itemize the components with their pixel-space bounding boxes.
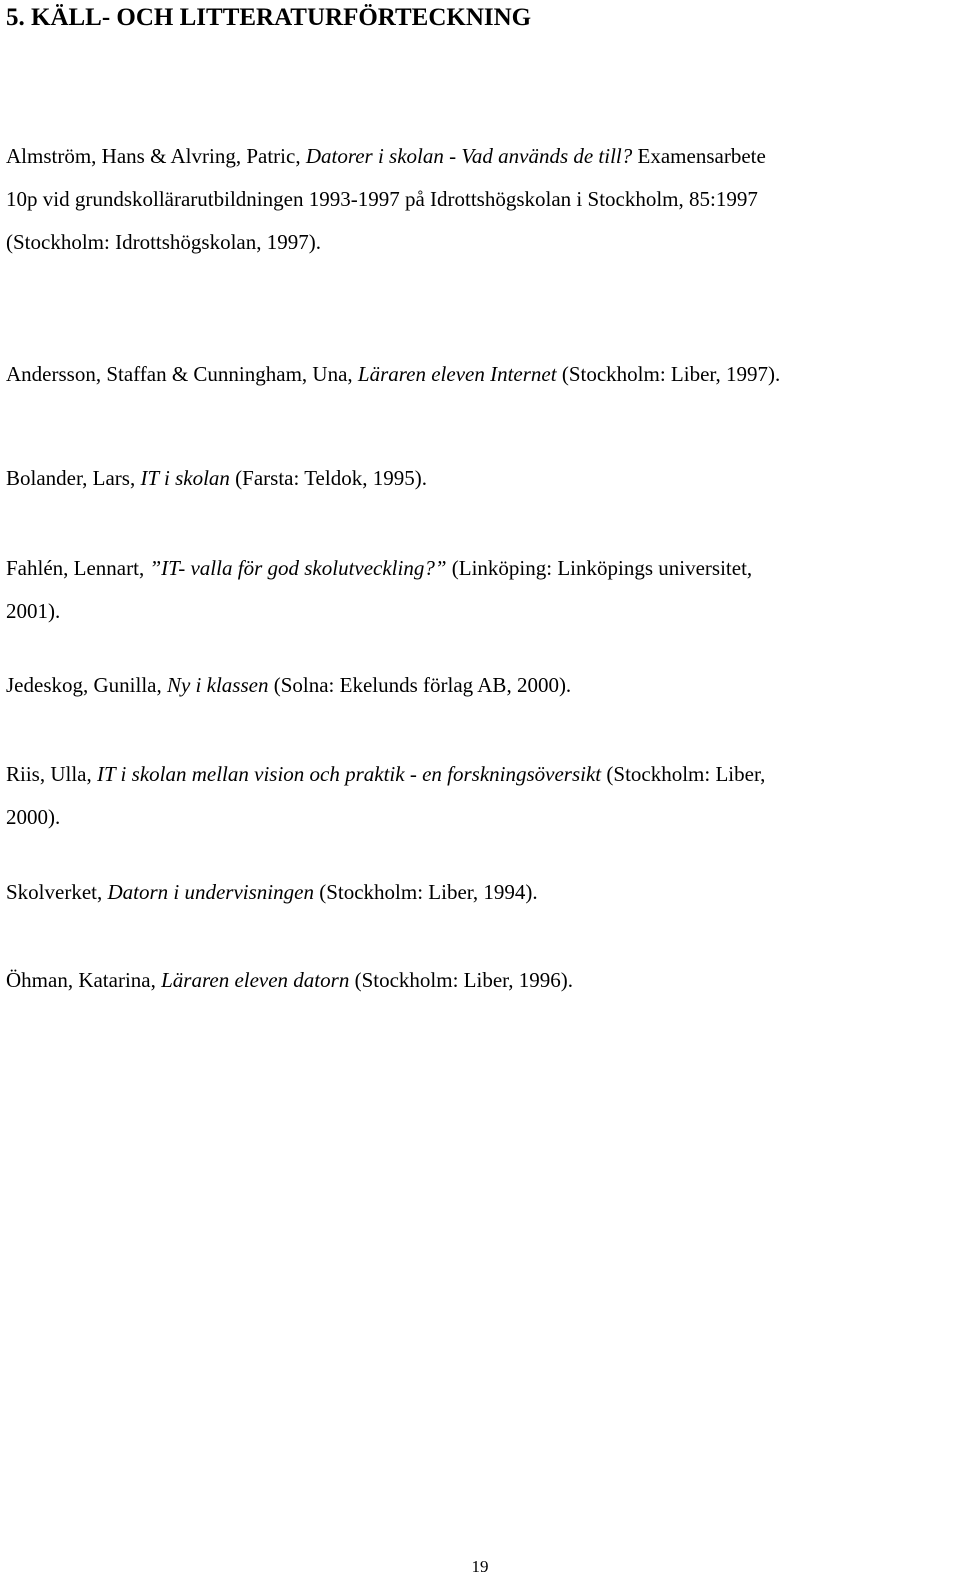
reference-bolander [6, 457, 946, 500]
reference-title: Läraren eleven datorn [161, 968, 350, 992]
reference-publication: (Stockholm: Liber, 1994). [313, 880, 538, 904]
reference-title: ”IT- valla för god skolutveckling?” [149, 556, 447, 580]
reference-author: Almström, Hans & Alvring, Patric, [6, 144, 306, 168]
section-heading: 5. KÄLL- OCH LITTERATURFÖRTECKNING [6, 4, 532, 31]
reference-publication: (Linköping: Linköpings universitet, [446, 556, 753, 580]
reference-publication: (Stockholm: Liber, 1997). [556, 362, 781, 386]
reference-title: IT i skolan mellan vision och praktik - en forskningsöversikt [97, 762, 602, 786]
reference-publication: (Solna: Ekelunds förlag AB, 2000). [268, 673, 572, 697]
reference-author: Andersson, Staffan & Cunningham, Una, [6, 362, 358, 386]
reference-author: Skolverket, [6, 880, 108, 904]
reference-riis [6, 753, 946, 839]
reference-author: Öhman, Katarina, [6, 968, 162, 992]
reference-skolverket [6, 871, 946, 914]
reference-author: Jedeskog, Gunilla, [6, 673, 167, 697]
reference-publication: Examensarbete [632, 144, 766, 168]
page-number: 19 [471, 1557, 489, 1576]
reference-title: IT i skolan [140, 466, 230, 490]
reference-title: Ny i klassen [166, 673, 269, 697]
reference-publication: (Stockholm: Liber, 1996). [349, 968, 574, 992]
reference-fahlen [6, 547, 946, 633]
reference-author: Bolander, Lars, [6, 466, 141, 490]
reference-publication: 2001). [6, 599, 61, 623]
reference-author: Fahlén, Lennart, [6, 556, 150, 580]
reference-author: Riis, Ulla, [6, 762, 98, 786]
reference-ohman [6, 959, 946, 1002]
reference-title: Datorn i undervisningen [107, 880, 314, 904]
reference-andersson [6, 353, 946, 396]
reference-title: Läraren eleven Internet [357, 362, 557, 386]
reference-publication: 2000). [6, 805, 61, 829]
reference-publication: (Stockholm: Idrottshögskolan, 1997). [6, 230, 321, 254]
reference-publication: 10p vid grundskollärarutbildningen 1993-1997 på Idrottshögskolan i Stockholm, 85:1997 [6, 187, 758, 211]
reference-publication: (Farsta: Teldok, 1995). [229, 466, 427, 490]
reference-jedeskog [6, 664, 946, 707]
reference-publication: (Stockholm: Liber, [601, 762, 766, 786]
reference-title: Datorer i skolan - Vad används de till? [305, 144, 633, 168]
reference-almstrom [6, 135, 946, 264]
